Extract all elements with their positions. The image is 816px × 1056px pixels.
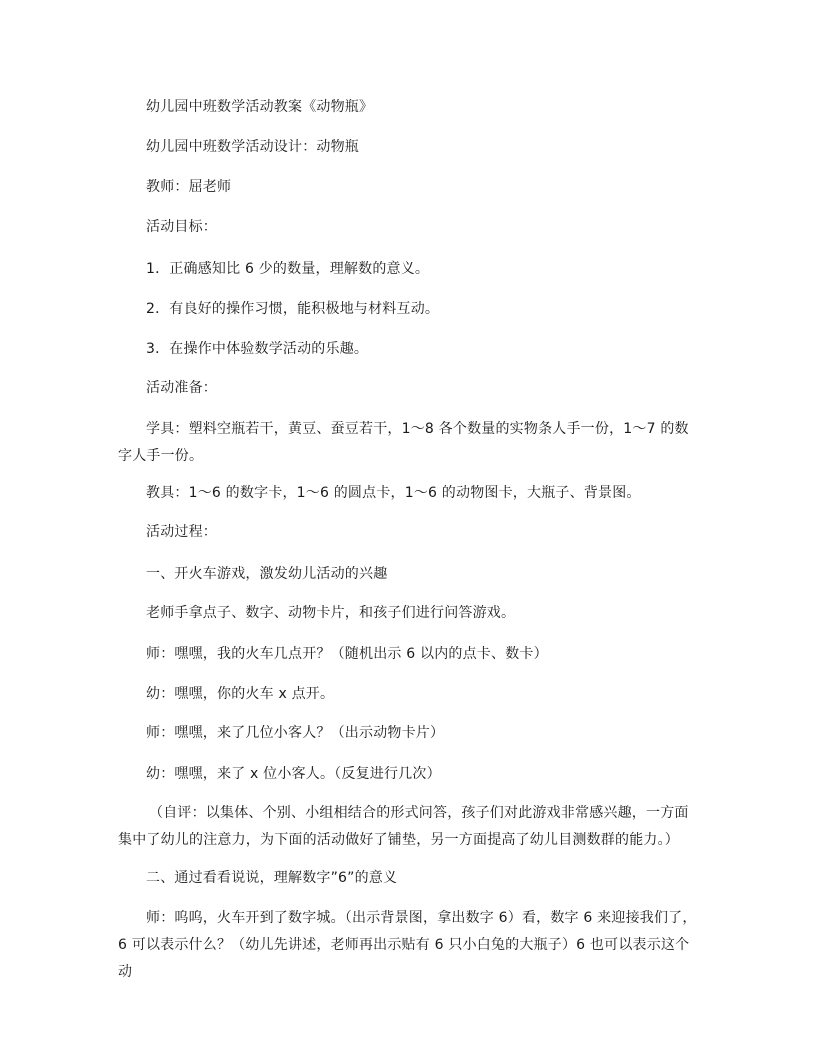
section2-text: 师：呜呜，火车开到了数字城。（出示背景图，拿出数字 6）看，数字 6 来迎接我们了，6 可以表示什么？（幼儿先讲述，老师再出示贴有 6 只小白兔的大瓶子）6 也可以表示这个动 bbox=[118, 910, 697, 980]
document-title: 幼儿园中班数学活动教案《动物瓶》 bbox=[146, 99, 374, 115]
prep-heading: 活动准备： bbox=[146, 380, 217, 396]
self-evaluation: （自评：以集体、个别、小组相结合的形式问答，孩子们对此游戏非常感兴趣，一方面集中了幼儿的注意力，为下面的活动做好了铺垫，另一方面提高了幼儿目测数群的能力。） bbox=[118, 805, 689, 848]
dialogue-line: 幼：嘿嘿，来了 x 位小客人。（反复进行几次） bbox=[146, 766, 441, 782]
goal-item: 3．在操作中体验数学活动的乐趣。 bbox=[146, 341, 369, 357]
dialogue-line: 老师手拿点子、数字、动物卡片，和孩子们进行问答游戏。 bbox=[146, 605, 516, 621]
dialogue-line: 师：嘿嘿，来了几位小客人？（出示动物卡片） bbox=[146, 725, 445, 741]
prep-student: 学具：塑料空瓶若干，黄豆、蚕豆若干，1～8 各个数量的实物条人手一份，1～7 的数字人手一份。 bbox=[118, 421, 689, 464]
dialogue-line: 师：嘿嘿，我的火车几点开？（随机出示 6 以内的点卡、数卡） bbox=[146, 646, 548, 662]
section1-heading: 一、开火车游戏，激发幼儿活动的兴趣 bbox=[146, 566, 388, 582]
process-heading: 活动过程： bbox=[146, 524, 217, 540]
section2-heading: 二、通过看看说说，理解数字”6”的意义 bbox=[146, 870, 398, 886]
goal-item: 1．正确感知比 6 少的数量，理解数的意义。 bbox=[146, 261, 430, 277]
design-line: 幼儿园中班数学活动设计：动物瓶 bbox=[146, 139, 359, 155]
goals-heading: 活动目标： bbox=[146, 219, 217, 235]
prep-teacher: 教具：1～6 的数字卡，1～6 的圆点卡，1～6 的动物图卡，大瓶子、背景图。 bbox=[146, 485, 641, 501]
goal-item: 2．有良好的操作习惯，能积极地与材料互动。 bbox=[146, 301, 440, 317]
dialogue-line: 幼：嘿嘿，你的火车 x 点开。 bbox=[146, 686, 335, 702]
teacher-line: 教师：屈老师 bbox=[146, 179, 232, 195]
